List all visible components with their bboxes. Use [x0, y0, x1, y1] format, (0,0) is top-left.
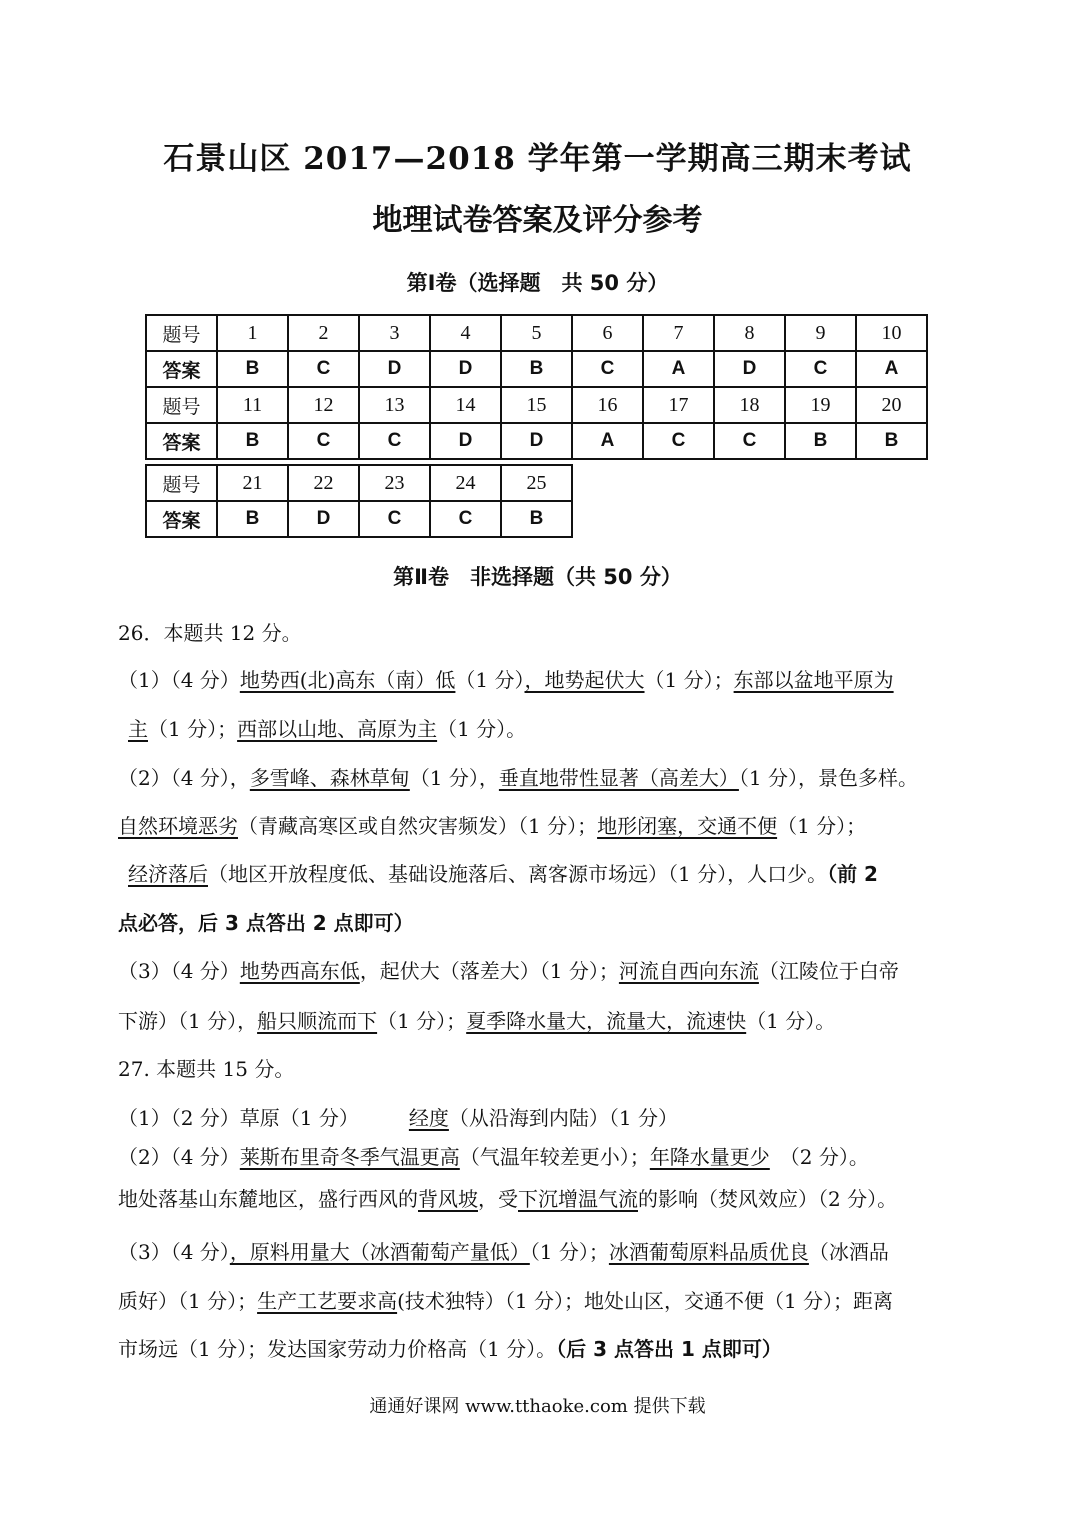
q26-part3-line2: [118, 1008, 963, 1034]
scoring-note: （后 3 点答出 1 点即可）: [556, 1337, 782, 1361]
answer-cell: B: [217, 351, 288, 387]
text: ，受: [478, 1187, 518, 1211]
answer-cell: B: [785, 423, 856, 459]
key-point: 垂直地带性显著（高差大）: [498, 766, 739, 790]
row-label: 答案: [146, 351, 217, 387]
answer-cell: C: [359, 423, 430, 459]
q26-part3-line1: [118, 958, 963, 984]
key-point: 经度: [408, 1106, 449, 1130]
text: （2）（4 分）: [118, 1145, 240, 1169]
answer-row: [146, 423, 927, 459]
text: （1 分）。: [746, 1009, 836, 1033]
number-row: [146, 387, 927, 423]
question-number: 17: [643, 387, 714, 423]
row-label: 题号: [146, 315, 217, 351]
text: 下游）（1 分），: [118, 1009, 258, 1033]
answer-cell: D: [430, 351, 501, 387]
answer-cell: D: [430, 423, 501, 459]
question-number: 22: [288, 465, 359, 501]
q27-part3-line3: [118, 1336, 963, 1362]
answer-table-1-20: [145, 314, 928, 460]
q26-part1-line2: [118, 716, 963, 742]
key-point: 地势西高东低: [239, 959, 360, 983]
key-point: 地形闭塞，交通不便: [597, 814, 778, 838]
question-number: 25: [501, 465, 572, 501]
q27-part1: [118, 1105, 963, 1131]
answer-cell: B: [856, 423, 927, 459]
question-number: 7: [643, 315, 714, 351]
row-label: 题号: [146, 465, 217, 501]
text: （2 分）。: [769, 1145, 869, 1169]
question-number: 6: [572, 315, 643, 351]
q27-part3-line1: [118, 1239, 963, 1265]
text: （1 分）；: [777, 814, 867, 838]
answer-cell: B: [501, 501, 572, 537]
key-point: ，原料用量大（冰酒葡萄产量低）: [229, 1240, 530, 1264]
text: ，起伏大（落差大）（1 分）；: [359, 959, 619, 983]
key-point: 地势西(北)高东（南）低: [239, 668, 456, 692]
question-number: 23: [359, 465, 430, 501]
text: （气温年较差更小）；: [459, 1145, 650, 1169]
text: 的影响（焚风效应）（2 分）。: [638, 1187, 898, 1211]
question-number: 15: [501, 387, 572, 423]
text: （2）（4 分），: [118, 766, 250, 790]
key-point: 经济落后: [128, 862, 208, 886]
question-number: 8: [714, 315, 785, 351]
key-point: 多雪峰、森林草甸: [249, 766, 410, 790]
answer-cell: A: [856, 351, 927, 387]
row-label: 答案: [146, 423, 217, 459]
question-number: 10: [856, 315, 927, 351]
question-number: 13: [359, 387, 430, 423]
key-point: 东部以盆地平原为: [733, 668, 894, 692]
answer-cell: C: [359, 501, 430, 537]
text: （从沿海到内陆）（1 分）: [448, 1106, 678, 1130]
key-point: 生产工艺要求高: [257, 1289, 398, 1313]
question-number: 1: [217, 315, 288, 351]
q27-part2-line2: [118, 1186, 963, 1212]
question-number: 24: [430, 465, 501, 501]
answer-table-21-25: [145, 464, 573, 538]
number-row: [146, 465, 572, 501]
key-point: 下沉增温气流: [518, 1187, 638, 1211]
answer-row: [146, 501, 572, 537]
text: （江陵位于白帝: [758, 959, 899, 983]
key-point: 背风坡: [418, 1187, 478, 1211]
question-number: 4: [430, 315, 501, 351]
key-point: 自然环境恶劣: [118, 814, 238, 838]
answer-cell: C: [288, 351, 359, 387]
text: （3）（4 分）: [118, 1240, 230, 1264]
part2-heading: 第Ⅱ卷 非选择题（共 50 分）: [393, 565, 682, 589]
text: 市场远（1 分）；发达国家劳动力价格高（1 分）。: [118, 1337, 557, 1361]
key-point: 船只顺流而下: [257, 1009, 378, 1033]
key-point: 夏季降水量大，流量大，流速快: [466, 1009, 747, 1033]
question-number: 9: [785, 315, 856, 351]
q27-heading: 27. 本题共 15 分。: [118, 1057, 295, 1081]
key-point: 河流自西向东流: [618, 959, 759, 983]
answer-cell: D: [288, 501, 359, 537]
question-number: 3: [359, 315, 430, 351]
q26-heading: 26．本题共 12 分。: [118, 621, 302, 645]
question-number: 19: [785, 387, 856, 423]
key-point: 主: [128, 717, 148, 741]
text: （1 分）；: [644, 668, 734, 692]
q27-part3-line2: [118, 1288, 963, 1314]
answer-cell: D: [359, 351, 430, 387]
answer-cell: A: [572, 423, 643, 459]
question-number: 11: [217, 387, 288, 423]
key-point: ，地势起伏大: [524, 668, 645, 692]
question-number: 12: [288, 387, 359, 423]
text: （1 分）: [455, 668, 525, 692]
text: （1）（2 分）草原（1 分）: [118, 1106, 409, 1130]
answer-cell: C: [785, 351, 856, 387]
text: （1）（4 分）: [118, 668, 240, 692]
answer-cell: D: [501, 423, 572, 459]
text: 地处落基山东麓地区，盛行西风的: [118, 1187, 418, 1211]
question-number: 21: [217, 465, 288, 501]
q27-part2-line1: [118, 1144, 963, 1170]
document-subtitle: 地理试卷答案及评分参考: [372, 203, 703, 238]
q26-part1-line1: [118, 667, 963, 693]
question-number: 2: [288, 315, 359, 351]
row-label: 答案: [146, 501, 217, 537]
text: （1 分），: [409, 766, 499, 790]
key-point: 年降水量更少: [649, 1145, 770, 1169]
question-number: 20: [856, 387, 927, 423]
key-point: 冰酒葡萄原料品质优良: [608, 1240, 809, 1264]
text: 质好）（1 分）；: [118, 1289, 258, 1313]
footer-source: 通通好课网 www.tthaoke.com 提供下载: [369, 1396, 706, 1417]
text: （1 分）；: [529, 1240, 609, 1264]
text: （1 分）；: [148, 717, 238, 741]
row-label: 题号: [146, 387, 217, 423]
question-number: 16: [572, 387, 643, 423]
document-title: 石景山区 2017—2018 学年第一学期高三期末考试: [163, 141, 912, 177]
answer-cell: C: [572, 351, 643, 387]
text: （1 分）；: [377, 1009, 467, 1033]
q26-part2-line3: [118, 861, 963, 887]
key-point: 西部以山地、高原为主: [237, 717, 438, 741]
text: （3）（4 分）: [118, 959, 240, 983]
text: （地区开放程度低、基础设施落后、离客源市场远）（1 分），人口少。: [208, 862, 828, 886]
answer-cell: D: [714, 351, 785, 387]
q26-part2-line1: [118, 765, 963, 791]
answer-cell: C: [643, 423, 714, 459]
answer-cell: B: [501, 351, 572, 387]
question-number: 14: [430, 387, 501, 423]
answer-cell: B: [217, 501, 288, 537]
q26-part2-note: 点必答，后 3 点答出 2 点即可）: [118, 911, 414, 935]
text: （1 分），景色多样。: [738, 766, 918, 790]
part1-heading: 第Ⅰ卷（选择题 共 50 分）: [406, 271, 669, 295]
text: (技术独特）（1 分）；地处山区，交通不便（1 分）；距离: [397, 1289, 894, 1313]
key-point: 莱斯布里奇冬季气温更高: [239, 1145, 460, 1169]
scoring-note: （前 2: [827, 862, 878, 886]
answer-row: [146, 351, 927, 387]
question-number: 18: [714, 387, 785, 423]
q26-part2-line2: [118, 813, 963, 839]
text: （1 分）。: [437, 717, 527, 741]
answer-cell: C: [430, 501, 501, 537]
answer-cell: C: [714, 423, 785, 459]
answer-cell: C: [288, 423, 359, 459]
text: （冰酒品: [808, 1240, 889, 1264]
answer-cell: A: [643, 351, 714, 387]
answer-cell: B: [217, 423, 288, 459]
question-number: 5: [501, 315, 572, 351]
text: （青藏高寒区或自然灾害频发）（1 分）；: [238, 814, 598, 838]
number-row: [146, 315, 927, 351]
